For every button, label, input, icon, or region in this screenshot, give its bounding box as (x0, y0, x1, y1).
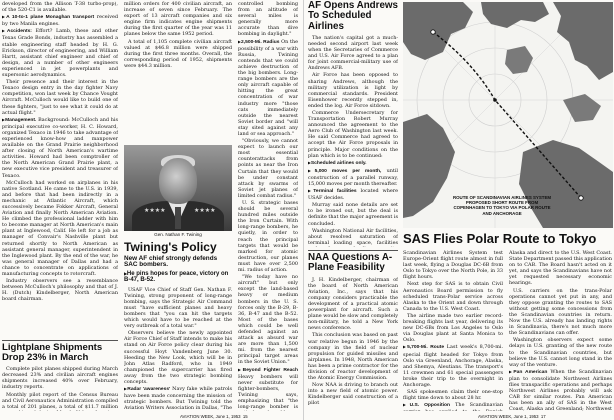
footer-publication: AVIATION WEEK, June 1, 1953 (180, 414, 241, 419)
paragraph: U. S. strategic bases should be several hundred miles outside the Iron Curtain. With long-range bombers, he quietly, in order to reach the principal targets that would be marked for atomic destruction, our planes must have over 2,500 mi. radius of action. (238, 200, 298, 274)
article-headline: AF Opens Andrews To Scheduled Airlines (308, 1, 398, 32)
footer-publication: AVIATION WEEK, June 1, 1953 (478, 414, 539, 419)
article-subhead: New AF chief strongly defends SAC bombers. (124, 254, 218, 269)
footer-right (478, 414, 546, 419)
footer-page-number: 15 (242, 414, 248, 419)
paragraph: U.S. carriers on the trans-Polar operations cannot yet put in any, and they oppose granting the routes to SAS without getting some concessions from the Scandinavian countries in return. Now the U.S. already has landing rights in Scandinavia, there's not much more the Scandinavians can offer. (509, 287, 612, 337)
andrews-article: AF Opens Andrews To Scheduled Airlines The nation's capital got a much-needed second airport last week when the Secretaries of Commerce and U.S. Air Force agreed to a plan for joint commercial-military use of Andrews AFB. Air Force has been opposed to sharing Andrews, although the military utilization is light by commercial standards. President Eisenhower recently stepped in, ended the log. Air Force sitdown. Commerce Undersecretary for Transportation Robert Murray announced the agreement to the Aero Club of Washington last week. He said Commerce had agreed to accept the Air Force proposals in principle. Major conditions on the plan which is to be continued: ▶ Scheduled airlines only. ▶ 5,000 moves per month, until construction of a parallel runway, 15,000 moves per month thereafter. ▶ Terminal facilities located where USAF decides. Murray said none details are set to be ironed out, but the deal is definite that the major agreement is concluded. Washington National Air facilities, about resolved saturation of terminal loading space, facilities (308, 1, 398, 247)
paragraph: "Obviously, we cannot expect to launch our most essential counterattacks from points as near the Iron Curtain that they would be under constant attack by swarms of Soviet jet planes of limited combat radius." (238, 138, 298, 199)
column-1: developed from the Allison T-38 turbo-prop), of the 520-C1 is available. ▶ A 10-to-1 plane Monaghan transport received by two Manila engines. ▶ Accidents: Effort? Lamb, these and other Texas Grade Bonds, industry has assembled a stable engineering staff headed by H. G. Erickson, director of engineering, and William Hartt, assistant chief engineer and chief of design, and a number of other engineers experienced in jet powerplants and supersonic aerodynamics. Their presence and their interest in the Texaco design entry in the day fighter Navy competition, won last week by Chance Vought Aircraft. McCulloch would like to build one of these fighters, "just to see what it could do at actual flight." ▶ Management. Background: McCulloch and his principal executive co-worker, H. C. Howard, organized Texaco in 1946 to take advantage of experienced know-how and manpower available on the Grand Prairie neighborhood after closing of North American's wartime activities. Howard had been comptroller of the North American Grand Prairie plant, a new executive vice president and treasurer of Texaco. McCulloch had worked on airplanes in his native Scotland. He came to the U.S. in 1939, and before that had been indirectly in a mechanic at Atlantic Aircraft, which successively became Fokker Aircraft, General Aviation and finally North American Aviation. He climbed the professional ladder with him to become manager at North American's main plant at Inglewood, Calif. He left for a job as manager of Convair's Nashville plant but returned shortly to North American as assistant general manager, superintendent in the Inglewood plant. By the end of the war, he was general manager of Dallas and had a chance to concentrate on applications of manufacturing concepts to rotorcraft. Industry observers see a resemblance between McCulloch's philosophy and that of J. H. (Dutch) Kindelberger, North American board chairman. (2, 1, 118, 339)
paragraph: The airline made two earlier record-breaking flights last year, delivering its new DC-6Bs from Los Angeles to Oslo via Douglas plant at Santa Monica to Oslo. (403, 312, 503, 344)
page-gutter (303, 0, 304, 420)
twining-article: Twining's Policy New AF chief strongly defends SAC bombers. ▶ He pins hopes for peace, victory on B-47, B-52. USAF Vice Chief of Staff Gen. Nathan F. Twining, strong proponent of long-range bombing, says the Strategic Air Command must "have sufficient planes and heavy bombers that "you can hit the targets which would have to be reached at the very outbreak of a total war." Observers believe the newly appointed Air Force Chief of Staff intends to make his stand on Air Force policy clear during his successful Hoyt Vandenberg June 30. Heeding the New Look, which will be in John Atlas Radford, who in 1949 championed the supercarrier has fired away from the two strategic bombing concepts. ▶ Radar 'awareness' Navy fake while patrols have been made concerning the mission of strategic bombers. But Twining told the Aviation Writers Association in Dallas, "The (124, 241, 232, 411)
bullet-heading: Radar 'awareness' (127, 387, 171, 393)
paragraph: Alaska and direct to the U.S. West Coast. State Department passed this application on to CAB. The Board hasn't acted on it yet, and says the Scandinavians have not yet requested necessary economic hearings. (509, 250, 612, 287)
paragraph: Air Force has been opposed to sharing Andrews, although the military utilization is light by commercial standards. President Eisenhower recently stepped in, ended the log. Air Force sitdown. (308, 72, 398, 109)
bullet-heading: 5,700-Mi. Route (407, 345, 445, 351)
paragraph: developed from the Allison T-38 turbo-prop), of the 520-C1 is available. (2, 1, 118, 14)
paragraph: SAS spokesmen claim their one-stop flight time down to about 28 hr. (403, 389, 503, 402)
paragraph: Now NAA is driving to branch out into a new field of atomic power. Kindelberger said construction of a pilot (308, 382, 398, 407)
paragraph: Observers believe the newly appointed Air Force Chief of Staff intends to make his stand on Air Force policy clear during his successful Hoyt Vandenberg June 30. Heeding the New Look, which will be in John Atlas Radford, who in 1949 championed the supercarrier has fired away from the two strategic bombing concepts. (124, 330, 232, 386)
bullet-heading: A 10-to-1 plane Monaghan transport (6, 15, 95, 21)
bullet-heading: Scheduled airlines only. (310, 160, 367, 166)
naa-article (308, 253, 398, 411)
paragraph: controlled bombing from an altitude of several miles is generally more accurate than dive bombing in daylight." (238, 1, 298, 38)
paragraph: McCulloch had worked on airplanes in his native Scotland. He came to the U.S. in 1939, and before that had been indirectly in a mechanic at Atlantic Aircraft, which successively became Fokker Aircraft, General Aviation and finally North American Aviation. He climbed the professional ladder with him to become manager at North American's main plant at Inglewood, Calif. He left for a job as manager of Convair's Nashville plant but returned shortly to North American as assistant general manager, superintendent in the Inglewood plant. By the end of the war, he was general manager of Dallas and had a chance to concentrate on applications of manufacturing concepts to rotorcraft. (2, 179, 118, 278)
paragraph: The nation's capital got a much-needed second airport last week when the Secretaries of Commerce and U.S. Air Force agreed to a plan for joint commercial-military use of Andrews AFB. (308, 34, 398, 72)
bullet-heading: 2,500-Mi. Radius (241, 39, 280, 45)
article-divider (308, 250, 398, 251)
portrait-photo: ★★★★ ★★★★ (124, 145, 232, 231)
paragraph: This conclusion was based on past war relative begun in 1946 by the company in the field of nuclear propulsion for guided missiles and airplanes. In 1948, North American has been a prime contractor for the division of reactor development of the Atomic Energy Commission. (308, 332, 398, 382)
article-headline: Lightplane Shipments Drop 23% in March (2, 343, 103, 364)
article-headline: NAA Questions A-Plane Feasibility (308, 253, 393, 274)
bullet-heading: Terminal facilities (313, 189, 357, 195)
paragraph: Washington observers expect some delays in U.S. granting of the new route to the Scandinavian countries, but believe the U.S. cannot long stand in the way of the venture. (509, 337, 612, 368)
paragraph: Complete pilot planes shipped during March decreased 23% and civilian aircraft engines shipments increased 40% over February, industry reports. (2, 366, 118, 391)
paragraph: A total of 1,105 complete civilian aircraft valued at $46.8 million were shipped during the first three months. Overall, the corresponding period of 1952, shipments were $44.3 million. (124, 38, 232, 69)
bullet-heading: Management. (5, 117, 37, 123)
bullet-heading: Beyond Fighter Reach (242, 367, 298, 373)
footer-left (180, 414, 248, 419)
paragraph: Industry observers see a resemblance between McCulloch's philosophy and that of J. H. (Dutch) Kindelberger, North American board chairman. (2, 278, 118, 303)
article-deck: ▶ He pins hopes for peace, victory on B-47, B-52. (124, 271, 232, 284)
map-caption: ROUTE OF SCANDINAVIAN AIRLINES SYSTEM PROPOSED SHORT ROUTE FROM COPENHAGEN TO TOKYO VIA POLAR ROUTE AND ANCHORAGE (452, 195, 552, 216)
paragraph: Monthly pilot report of the Census Bureau and Civil Aeronautics Administration compiled a total of 201 planes, a total of $11.7 million (2, 391, 118, 410)
paragraph: Their presence and their interest in the Texaco design entry in the day fighter Navy competition, won last week by Chance Vought Aircraft. McCulloch would like to build one of these fighters, "just to see what it could do at actual flight." (2, 79, 118, 116)
photo-caption: Gen. Nathan F. Twining (154, 232, 202, 237)
sas-headline: SAS Flies Polar Route to Tokyo (403, 231, 597, 246)
bullet-heading: Pan American (513, 369, 548, 375)
paragraph: million orders for 400 civilian aircraft, an increase of seven since February. The export of 13 aircraft companies and six engine firm indicates engine shipments during the first quarter of the year was 11 planes below the same 1952 period. (124, 1, 232, 38)
bullet-heading: Accidents: (6, 29, 32, 35)
sas-column-2: Alaska and direct to the U.S. West Coast. State Department passed this application on to CAB. The Board hasn't acted on it yet, and says the Scandinavians have not yet requested necessary economic hearings. U.S. carriers on the trans-Polar operations cannot yet put in any, and they oppose granting the routes to SAS without getting some concessions from the Scandinavian countries in return. Now the U.S. already has landing rights in Scandinavia, there's not much more the Scandinavians can offer. Washington observers expect some delays in U.S. granting of the new route to the Scandinavian countries, but believe the U.S. cannot long stand in the way of the venture. ▶ Pan American When the Scandinavian plan to consolidate Northwest Airlines flies transpacific operations and perhaps Northwest Airlines probably will ask CAB for similar routes. Pan American has been an ally of SAS in the West Coast, Alaska and Greenland; Northwest (509, 250, 612, 411)
paragraph: J. H. Kindelberger, chairman of the board of North American Aviation, Inc., says that his company considers practicable the development of a practical atomic powerplant for aircraft. Such a plane would be slow and completely non-military, he told a New York news conference. (308, 276, 398, 332)
footer-page-number: 17 (540, 414, 546, 419)
article-divider (2, 340, 118, 341)
bullet-heading: U.S. Opposition (409, 403, 450, 409)
paragraph: Scandinavian Airlines System test Europe-Orient flight route almost in full last week, flying a Douglas DC-6B from Oslo to Tokyo over the North Pole, in 33 flight hours. (403, 250, 503, 281)
column-3: controlled bombing from an altitude of several miles is generally more accurate than dive bombing in daylight." ▶ 2,500-Mi. Radius On the possibility of a war with Russia, Twining contends that we could achieve destruction of the big bombers. Long-range bombers are the only aircraft capable of hitting the great concentration of war industry more "those cats immediately outside the nearest Soviet border and "will stay sited against any land or sea approach." "Obviously, we cannot expect to launch our most essential counterattacks from points as near the Iron Curtain that they would be under constant attack by swarms of Soviet jet planes of limited combat radius." U. S. strategic bases should be several hundred miles outside the Iron Curtain. With long-range bombers, he quietly, in order to reach the principal targets that would be marked for atomic destruction, our planes must have over 2,500 mi. radius of action. "We today have no aircraft" but only except the land-based heavy or medium bombers in the U. S. forces only the B-29, B-36, B-47 and the B-52. Most of the bases which could be well defended against an attack as absurd war are more than 1,500 mi. from the nearest principal target areas in the Soviet Union." ▶ Beyond Fighter Reach Heavy bombers will never substitute for fighter-bombers, Twining says, emphasizing that "the long-range bomber is (238, 1, 298, 411)
article-headline: Twining's Policy (124, 241, 217, 254)
lightplane-article (2, 343, 118, 411)
paragraph: USAF Vice Chief of Staff Gen. Nathan F. Twining, strong proponent of long-range bombing, says the Strategic Air Command must "have sufficient planes and heavy bombers that "you can hit the targets which would have to be reached at the very outbreak of a total war." (124, 286, 232, 330)
paragraph: Next step for SAS is to obtain Civil Aeronautics Board permission to fly scheduled trans-Polar service across Alaska to the Orient and down through Canada to the U.S. West Coast. (403, 281, 503, 312)
column-2-top (124, 1, 232, 141)
paragraph: Washington National Air facilities, about resolved saturation of terminal loading space, facilities (308, 227, 398, 246)
paragraph: Commerce Undersecretary for Transportation Robert Murray announced the agreement to the Aero Club of Washington last week. He said Commerce had agreed to accept the Air Force proposals in principle. Major conditions on the plan which is to be continued: (308, 109, 398, 159)
sas-column-1: Scandinavian Airlines System test Europe-Orient flight route almost in full last week, flying a Douglas DC-6B from Oslo to Tokyo over the North Pole, in 33 flight hours. Next step for SAS is to obtain Civil Aeronautics Board permission to fly scheduled trans-Polar service across Alaska to the Orient and down through Canada to the U.S. West Coast. The airline made two earlier record-breaking flights last year, delivering its new DC-6Bs from Los Angeles to Oslo via Douglas plant at Santa Monica to Oslo. ▶ 5,700-Mi. Route Last week's 8,700-mi. special flight headed for Tokyo from Oslo via Greenland, Anchorage, Alaska, and Shemya, Aleutians. The transport's 11 crewmen and 61 special passengers broke their trip to the overnight in Anchorage. SAS spokesmen claim their one-stop flight time down to about 28 hr. ▶ U.S. Opposition The Scandinavian (403, 250, 503, 411)
paragraph: Murray said none details are set to be ironed out, but the deal is definite that the major agreement is concluded. (308, 202, 398, 227)
paragraph: "We today have no aircraft" but only except the land-based heavy or medium bombers in the U. S. forces only the B-29, B-36, B-47 and the B-52. Most of the bases which could be well defended against an attack as absurd war are more than 1,500 mi. from the nearest principal target areas in the Soviet Union." (238, 274, 298, 366)
bullet-heading: 5,000 moves per month, (314, 168, 382, 174)
